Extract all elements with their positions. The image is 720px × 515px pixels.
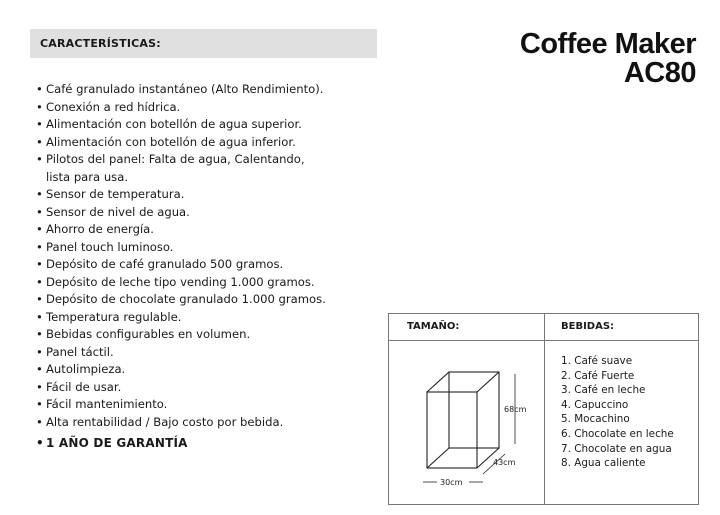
drink-item: 8. Agua caliente (561, 457, 646, 470)
drink-item: 6. Chocolate en leche (561, 427, 674, 440)
spec-table (388, 313, 699, 505)
feature-item: • Sensor de temperatura. (36, 186, 376, 204)
drinks-list (561, 354, 674, 471)
feature-item: • Depósito de chocolate granulado 1.000 gramos. (36, 291, 376, 309)
drinks-label: BEBIDAS: (561, 321, 615, 332)
height-dimension: 68cm (504, 405, 527, 414)
feature-item: • Ahorro de energía. (36, 221, 376, 239)
product-title-line2: AC80 (623, 57, 696, 89)
dimensions-cube-diagram (409, 358, 544, 488)
drink-item: 3. Café en leche (561, 384, 646, 397)
feature-item: • Temperatura regulable. (36, 309, 376, 327)
feature-item: • Autolimpieza. (36, 361, 376, 379)
feature-item: • Fácil de usar. (36, 379, 376, 397)
feature-item: • Fácil mantenimiento. (36, 396, 376, 414)
feature-item-continuation: lista para usa. (46, 169, 129, 184)
drink-item: 7. Chocolate en agua (561, 442, 672, 455)
feature-item: • Depósito de leche tipo vending 1.000 gramos. (36, 274, 376, 292)
drink-item: 5. Mocachino (561, 413, 630, 426)
warranty-note: • 1 AÑO DE GARANTÍA (36, 436, 188, 450)
feature-item: • Pilotos del panel: Falta de agua, Calentando, (36, 151, 376, 169)
drink-item: 2. Café Fuerte (561, 369, 635, 382)
drink-item: 4. Capuccino (561, 398, 629, 411)
feature-item: • Bebidas configurables en volumen. (36, 326, 376, 344)
product-title-line1: Coffee Maker (519, 28, 696, 60)
spec-table-divider (544, 314, 545, 504)
feature-item: • Sensor de nivel de agua. (36, 204, 376, 222)
features-list (36, 81, 376, 431)
drink-item: 1. Café suave (561, 355, 633, 367)
width-dimension: 30cm (440, 478, 463, 487)
feature-item: • Conexión a red hídrica. (36, 99, 376, 117)
features-header: CARACTERÍSTICAS: (30, 29, 377, 58)
feature-item: • Café granulado instantáneo (Alto Rendimiento). (36, 81, 376, 99)
feature-item: • Alta rentabilidad / Bajo costo por bebida. (36, 414, 376, 432)
feature-item: • Panel touch luminoso. (36, 239, 376, 257)
depth-dimension: 43cm (493, 458, 516, 467)
feature-item: • Depósito de café granulado 500 gramos. (36, 256, 376, 274)
product-title (520, 30, 696, 88)
feature-item: • Alimentación con botellón de agua superior. (36, 116, 376, 134)
feature-item: • Alimentación con botellón de agua inferior. (36, 134, 376, 152)
feature-item: • Panel táctil. (36, 344, 376, 362)
size-label: TAMAÑO: (407, 321, 460, 332)
